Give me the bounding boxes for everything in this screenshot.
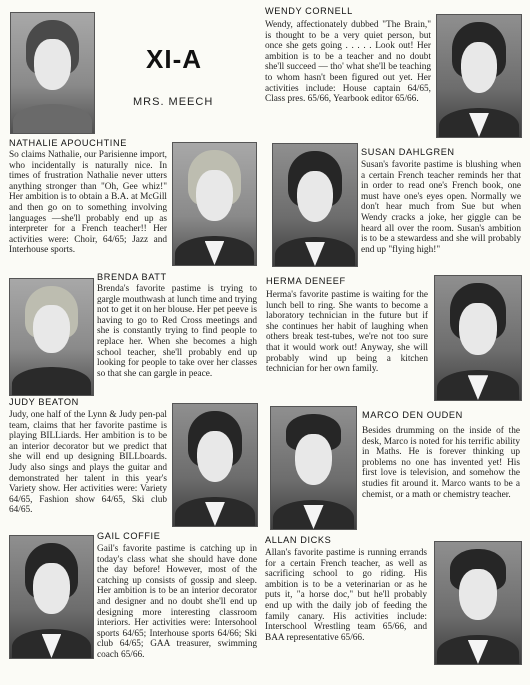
student-photo xyxy=(272,143,358,267)
student-photo xyxy=(436,14,522,138)
student-bio: Brenda's favorite pastime is trying to gargle mouthwash at lunch time and trying not to get it on her blouse. Her pet peeve is having to go to Red Cross meetings and she is constantly trying to find people to replace her. When she becomes a high school teacher, she'll probably end up looking for people to take over her classes so that she can gargle in peace. xyxy=(97,284,257,379)
student-bio: Judy, one half of the Lynn & Judy pen-pal team, claims that her favorite pastime is playing BILLiards. Her ambition is to be an interior decorator but we predict that she will end up designing BILLboards. Judy also sings and plays the guitar and demonstrated her talent in this year's Variety show. Her activities were: Variety 64/65, Fashion show 64/65, Ski club 64/65. xyxy=(9,410,167,516)
student-photo xyxy=(172,142,257,266)
student-name: WENDY CORNELL xyxy=(265,6,353,16)
student-photo xyxy=(172,403,258,527)
student-photo xyxy=(270,406,357,530)
student-photo xyxy=(434,541,522,665)
student-name: ALLAN DICKS xyxy=(265,535,332,545)
student-photo xyxy=(9,535,94,659)
student-photo xyxy=(9,278,94,396)
student-bio: Herma's favorite pastime is waiting for the lunch bell to ring. She wants to become a laboratory technician in the future but if she continues her habit of laughing when others break test-tubes, we're not too sure that it would work out! Anyway, she will probably wind up being a kitchen technician for her own family. xyxy=(266,290,428,375)
student-name: GAIL COFFIE xyxy=(97,531,161,541)
student-photo xyxy=(434,275,522,401)
student-name: HERMA DENEEF xyxy=(266,276,346,286)
student-name: SUSAN DAHLGREN xyxy=(361,147,455,157)
student-name: NATHALIE APOUCHTINE xyxy=(9,138,127,148)
teacher-name: MRS. MEECH xyxy=(133,96,214,108)
student-bio: So claims Nathalie, our Parisienne import, who incidentally is naturally nice. In times of frustration Nathalie never utters anything stronger than "Oh, Gee whiz!" Her ambition is to obtain a B.A. at McGill and then go on to something involving languages —she'll probably end up as interpreter for a French teacher!! Her activities were: Choir, 64/65; Jazz and Interhouse sports. xyxy=(9,150,167,256)
student-name: JUDY BEATON xyxy=(9,397,79,407)
student-bio: Wendy, affectionately dubbed "The Brain," is thought to be a very quiet person, but once she gets going . . . . . Look out! Her ambition is to be a teacher and no doubt she'll succeed — tho' what she'll be teaching to whom hasn't been figured out yet. Her activities include: House captain 64/65, Class pres. 65/66, Yearbook editor 65/66. xyxy=(265,20,431,105)
student-bio: Susan's favorite pastime is blushing when a certain French teacher reminds her that in order to read one's French book, one must have one's eyes open. Normally we don't hear much from Sue but when Wendy cracks a joke, her giggle can be heard all over the room. Susan's ambition is to be a stewardess and she will probably end up "flying high!" xyxy=(361,160,521,255)
student-name: MARCO DEN OUDEN xyxy=(362,410,463,420)
class-title: XI-A xyxy=(146,44,202,74)
student-bio: Gail's favorite pastime is catching up in today's class what she should have done the day before! However, most of the catching up consists of gossip and sleep. Her ambition is to be an interior decorator and designer and no doubt she'll end up designing more interesting classroom interiors. Her activities were: Intersohool sports 64/65; Interhouse sports 64/66; Ski club 64/65; GAA treasurer, swimming coach 65/66. xyxy=(97,544,257,660)
student-bio: Allan's favorite pastime is running errands for a certain French teacher, as well as sacrificing school to go riding. His ambition is to be a veterinarian or as he puts it, "a horse doc," but he'll probably end up with the daily job of feeding the family canary. His activities include: Interschool Wrestling team 65/66, and BAA representative 65/66. xyxy=(265,548,427,643)
student-name: BRENDA BATT xyxy=(97,272,167,282)
teacher-photo xyxy=(10,12,95,134)
student-bio: Besides drumming on the inside of the desk, Marco is noted for his terrific ability in Maths. He is forever thinking up problems no one has invented yet! His first love is television, and somehow the studies fit around it. Marco wants to be a chemist, or a math or chemistry teacher. xyxy=(362,426,520,500)
